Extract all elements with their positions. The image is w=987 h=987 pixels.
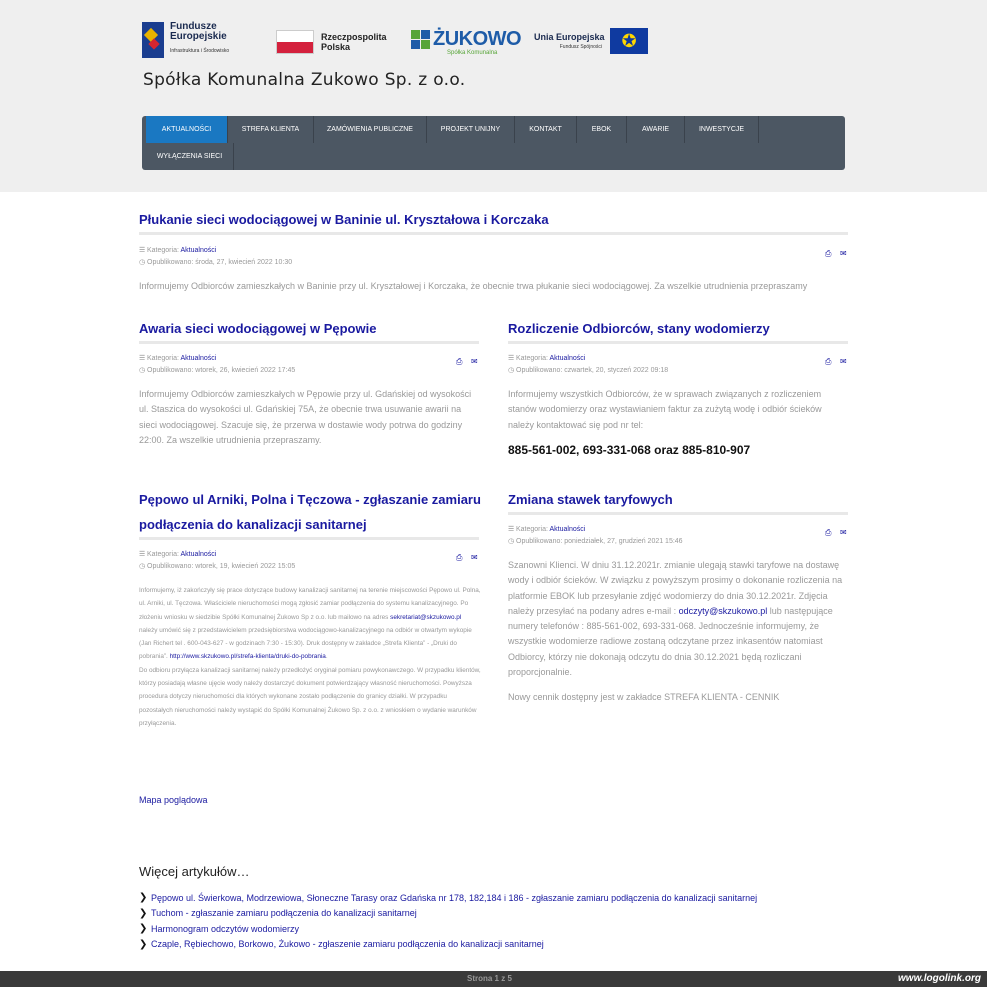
nav-item-strefa-klienta[interactable]: STREFA KLIENTA [228, 116, 314, 143]
zukowo-squares-icon [411, 30, 431, 50]
header-band [0, 0, 987, 192]
zukowo-logo-text: ŻUKOWO [433, 28, 522, 50]
rzeczpospolita-logo [276, 20, 396, 60]
chevron-right-icon: ❯ [139, 923, 148, 935]
folder-icon: ☰ [139, 355, 146, 362]
article-meta: ☰ Kategoria: Aktualności ◷ Opublikowano: środa, 27, kwiecień 2022 10:30 [139, 245, 292, 269]
article-body: Informujemy, iż zakończyły się prace dotyczące budowy kanalizacji sanitarnej na terenie miejscowości Pępowo ul. Polna, ul. Arniki, ul. Tęczowa. Właściciele nieruchomości mogą zgłosić zamiar podłączenia do systemu kanalizacyjnego. Po złożeniu wniosku w siedzibie Spółki Komunalnej Żukowo Sp z o.o. lub mailowo na adres sekretariat@skzukowo.pl należy umówić się z przedstawicielem przedsiębiorstwa wodociągowo-kanalizacyjnego na odbiór w otwartym wykopie (Jan Richert tel . 600-043-627 - w godzinach 7:30 - 15:30). Druk dostępny w zakładce „Strefa Klienta” - „Druki do pobrania”. http://www.skzukowo.pl/strefa-klienta/druki-do-pobrania. Do odbioru przyłącza kanalizacji sanitarnej należy przedłożyć oryginał pomiaru powykonawczego. W przypadku klientów, którzy posiadają własne ujęcie wody należy dostarczyć dokument potwierdzający własność nieruchomości. Powyższa procedura dotyczy nieruchomości dla których wykonane zostało podłączenie do granicy działki. W przypadku pozostałych nieruchomości należy wystąpić do Spółki Komunalnej Żukowo Sp. z o.o. z wnioskiem o wydanie warunków przyłączenia. [139, 587, 481, 727]
more-articles-list [139, 890, 757, 952]
folder-icon: ☰ [139, 551, 146, 558]
nav-item-projekt-unijny[interactable]: PROJEKT UNIJNY [427, 116, 515, 143]
nav-item-aktualnosci[interactable]: AKTUALNOŚCI [146, 116, 228, 143]
poland-flag-icon [276, 30, 314, 54]
ue-logo-text: Unia Europejska [534, 32, 605, 42]
eu-flag-icon: ✪ [610, 28, 648, 54]
watermark: www.logolink.org [898, 973, 981, 984]
chevron-right-icon: ❯ [139, 938, 148, 950]
article-title[interactable]: Awaria sieci wodociągowej w Pępowie [139, 321, 377, 336]
print-icon[interactable]: ⎙ [456, 357, 463, 366]
article-body: Informujemy Odbiorców zamieszkałych w Pępowie przy ul. Gdańskiej od wysokości ul. Staszica do wysokości ul. Gdańskiej 75A, że obecnie trwa usuwanie awarii na sieci wodociągowej. Szacuje się, że przerwa w dostawie wody potrwa do godziny 22:00. Za wszelkie utrudnienia przepraszamy. [139, 389, 472, 445]
folder-icon: ☰ [139, 247, 146, 254]
divider [508, 512, 848, 515]
chevron-right-icon: ❯ [139, 907, 148, 919]
unia-europejska-logo [534, 20, 654, 60]
envelope-icon[interactable]: ✉ [471, 553, 478, 562]
nav-item-zamowienia-publiczne[interactable]: ZAMÓWIENIA PUBLICZNE [314, 116, 427, 143]
chevron-right-icon: ❯ [139, 892, 148, 904]
article-title[interactable]: Zmiana stawek taryfowych [508, 492, 673, 507]
fundusze-europejskie-logo [142, 20, 262, 60]
druki-link[interactable]: http://www.skzukowo.pl/strefa-klienta/druki-do-pobrania [169, 653, 326, 661]
print-icon[interactable]: ⎙ [456, 553, 463, 562]
category-link[interactable]: Aktualności [549, 526, 586, 533]
envelope-icon[interactable]: ✉ [840, 357, 847, 366]
nav-item-ebok[interactable]: EBOK [577, 116, 627, 143]
article-meta: ☰ Kategoria: Aktualności ◷ Opublikowano: wtorek, 19, kwiecień 2022 15:05 [139, 549, 295, 573]
pagination-counter: Strona 1 z 5 [467, 974, 512, 983]
article-body-note: Nowy cennik dostępny jest w zakładce STREFA KLIENTA - CENNIK [508, 692, 780, 702]
nav-item-awarie[interactable]: AWARIE [627, 116, 685, 143]
rp-logo-text: Rzeczpospolita Polska [321, 32, 387, 52]
article-body: Szanowni Klienci. W dniu 31.12.2021r. zmianie ulegają stawki taryfowe na dostawę wody i odbiór ścieków. W związku z powyższym prosimy o dokonanie rozliczenia na platformie EBOK lub przesyłanie zdjęć wodomierzy do dnia 30.12.2021r. Zdjęcia należy przesyłać na podany adres e-mail : odczyty@skzukowo.pl lub następujące numery telefonów : 885-561-002, 693-331-068. Jednocześnie informujemy, że wszystkie wodomierze radiowe zostaną odczytane przez inkasentów natomiast Odbiorcy, którzy nie dokonają odczytu do dnia 30.12.2021 będą rozliczani proporcjonalnie. [508, 560, 843, 678]
list-item[interactable]: ❯ Harmonogram odczytów wodomierzy [139, 923, 300, 935]
article-title[interactable]: Pępowo ul Arniki, Polna i Tęczowa - zgłaszanie zamiaru podłączenia do kanalizacji sanitarnej [139, 492, 481, 532]
article-body: Informujemy wszystkich Odbiorców, że w sprawach związanych z rozliczeniem stanów wodomierzy oraz wystawianiem faktur za zużytą wodę i odbiór ścieków należy kontaktować się pod nr tel: [508, 389, 822, 430]
folder-icon: ☰ [508, 355, 515, 362]
phone-numbers: 885-561-002, 693-331-068 oraz 885-810-907 [508, 443, 751, 457]
print-icon[interactable]: ⎙ [825, 357, 832, 366]
article-meta: ☰ Kategoria: Aktualności ◷ Opublikowano: poniedziałek, 27, grudzień 2021 15:46 [508, 524, 683, 548]
nav-item-inwestycje[interactable]: INWESTYCJE [685, 116, 759, 143]
divider [508, 341, 848, 344]
clock-icon: ◷ [508, 367, 515, 374]
article-body: Informujemy Odbiorców zamieszkałych w Baninie przy ul. Kryształowej i Korczaka, że obecnie trwa płukanie sieci wodociągowej. Za wszelkie utrudnienia przepraszamy [139, 281, 808, 291]
footer-bar [0, 971, 987, 987]
divider [139, 537, 479, 540]
partner-logos [142, 20, 662, 60]
ue-logo-sub: Fundusz Spójności [559, 44, 602, 50]
email-link[interactable]: sekretariat@skzukowo.pl [390, 613, 462, 621]
fe-logo-text: Fundusze Europejskie [170, 21, 227, 42]
article-meta: ☰ Kategoria: Aktualności ◷ Opublikowano: czwartek, 20, styczeń 2022 09:18 [508, 353, 668, 377]
zukowo-logo [411, 20, 521, 60]
fe-emblem-icon [142, 22, 164, 58]
envelope-icon[interactable]: ✉ [840, 528, 847, 537]
fe-logo-sub: Infrastruktura i Środowisko [170, 48, 230, 54]
nav-item-kontakt[interactable]: KONTAKT [515, 116, 577, 143]
list-item[interactable]: ❯ Czaple, Rębiechowo, Borkowo, Żukowo - zgłaszenie zamiaru podłączenia do kanalizacji sanitarnej [139, 938, 544, 950]
map-link[interactable]: Mapa poglądowa [139, 795, 208, 805]
nav-item-wylaczenia-sieci[interactable]: WYŁĄCZENIA SIECI [146, 143, 234, 170]
site-title: Spółka Komunalna Zukowo Sp. z o.o. [143, 70, 466, 90]
divider [139, 232, 848, 235]
print-icon[interactable]: ⎙ [825, 528, 832, 537]
main-navigation [142, 116, 845, 170]
category-link[interactable]: Aktualności [180, 551, 217, 558]
envelope-icon[interactable]: ✉ [471, 357, 478, 366]
category-link[interactable]: Aktualności [180, 355, 217, 362]
clock-icon: ◷ [508, 538, 515, 545]
list-item[interactable]: ❯ Pępowo ul. Świerkowa, Modrzewiowa, Słoneczne Tarasy oraz Gdańska nr 178, 182,184 i 186 - zgłaszanie zamiaru podłączenia do kanalizacji sanitarnej [139, 892, 758, 904]
zukowo-logo-sub: Spółka Komunalna [447, 50, 498, 56]
print-icon[interactable]: ⎙ [825, 249, 832, 258]
list-item[interactable]: ❯ Tuchom - zgłaszanie zamiaru podłączenia do kanalizacji sanitarnej [139, 907, 417, 919]
divider [139, 341, 479, 344]
folder-icon: ☰ [508, 526, 515, 533]
article-meta: ☰ Kategoria: Aktualności ◷ Opublikowano: wtorek, 26, kwiecień 2022 17:45 [139, 353, 295, 377]
category-link[interactable]: Aktualności [180, 247, 217, 254]
more-articles-heading: Więcej artykułów… [139, 864, 250, 879]
article-title[interactable]: Rozliczenie Odbiorców, stany wodomierzy [508, 321, 770, 336]
clock-icon: ◷ [139, 367, 146, 374]
clock-icon: ◷ [139, 563, 146, 570]
clock-icon: ◷ [139, 259, 146, 266]
category-link[interactable]: Aktualności [549, 355, 586, 362]
email-link[interactable]: odczyty@skzukowo.pl [678, 605, 768, 616]
article-title[interactable]: Płukanie sieci wodociągowej w Baninie ul. Kryształowa i Korczaka [139, 212, 549, 227]
envelope-icon[interactable]: ✉ [840, 249, 847, 258]
